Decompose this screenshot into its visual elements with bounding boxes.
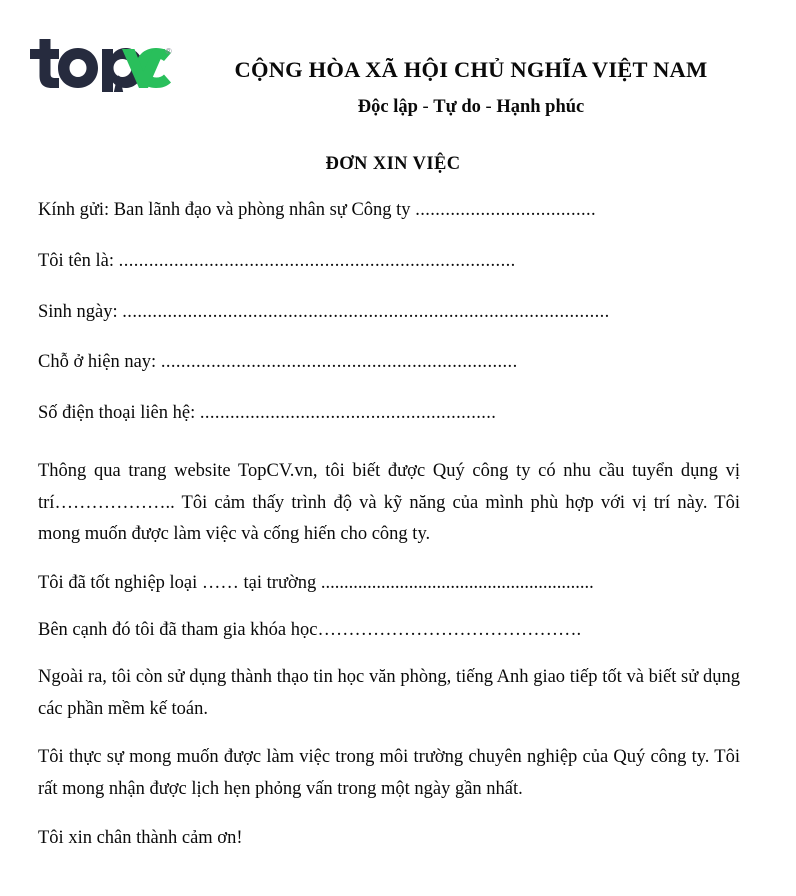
national-motto — [160, 96, 782, 119]
registered-trademark-symbol: ® — [165, 46, 172, 56]
motto-happiness: Hạnh phúc — [496, 97, 585, 118]
page-title: ĐƠN XIN VIỆC — [325, 154, 461, 174]
motto-independence: Độc lập — [357, 97, 418, 118]
courses-paragraph: Bên cạnh đó tôi đã tham gia khóa học……………………………………. — [38, 620, 582, 640]
thanks-paragraph: Tôi xin chân thành cảm ơn! — [38, 828, 243, 849]
field-current-address — [38, 349, 740, 377]
field-date-of-birth — [38, 299, 740, 327]
skills-paragraph: Ngoài ra, tôi còn sử dụng thành thạo tin học văn phòng, tiếng Anh giao tiếp tốt và biết sử dụng các phần mềm kế toán. — [38, 666, 740, 719]
request-paragraph: Tôi thực sự mong muốn được làm việc trong môi trường chuyên nghiệp của Quý công ty. Tôi rất mong nhận được lịch hẹn phỏng vấn trong một ngày gần nhất. — [38, 747, 740, 800]
field-current-address-dots: ....................................................................... — [160, 352, 518, 373]
field-current-address-label: Chỗ ở hiện nay: — [38, 352, 161, 373]
national-title: CỘNG HÒA XÃ HỘI CHỦ NGHĨA VIỆT NAM — [234, 57, 708, 82]
field-recipient — [38, 197, 740, 225]
motto-separator-1: - — [417, 97, 434, 118]
topcv-logo[interactable] — [26, 36, 174, 92]
motto-separator-2: - — [480, 97, 497, 118]
field-date-of-birth-dots: ................................................................................................. — [122, 301, 610, 322]
intro-paragraph: Thông qua trang website TopCV.vn, tôi biết được Quý công ty có nhu cầu tuyển dụng vị trí……………….. Tôi cảm thấy trình độ và kỹ năng của mình phù hợp với vị trí này. Tôi mong muốn được làm việc và cống hiến cho công ty. — [38, 460, 740, 545]
field-recipient-dots: .................................... — [415, 200, 597, 220]
field-full-name — [38, 248, 740, 276]
field-full-name-dots: ............................................................................... — [118, 250, 516, 271]
field-phone-number — [38, 400, 740, 428]
document-body — [0, 175, 796, 855]
field-full-name-label: Tôi tên là: — [38, 250, 119, 271]
field-phone-number-label: Số điện thoại liên hệ: — [38, 403, 200, 423]
document-header — [0, 0, 796, 140]
national-heading-block — [160, 56, 782, 119]
field-date-of-birth-label: Sinh ngày: — [38, 301, 123, 322]
field-recipient-label: Kính gửi: Ban lãnh đạo và phòng nhân sự Công ty — [38, 200, 416, 220]
motto-freedom: Tự do — [433, 97, 481, 118]
education-paragraph: Tôi đã tốt nghiệp loại …… tại trường ........................................................... — [38, 573, 594, 594]
field-phone-number-dots: ........................................................... — [199, 403, 497, 423]
logo-wordmark-dark — [30, 39, 144, 92]
